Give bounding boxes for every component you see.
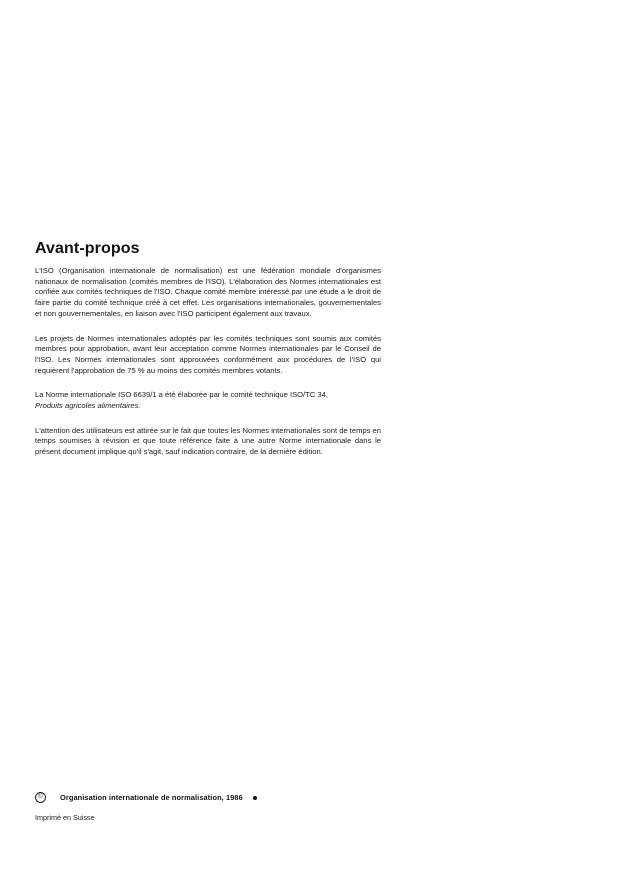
standard-origin-text: La Norme internationale ISO 6639/1 a été élaborée par le comité technique ISO/TC 34, [35, 390, 328, 400]
copyright-icon: © [35, 792, 46, 803]
paragraph-draft-approval: Les projets de Normes internationales adoptés par les comités techniques sont soumis aux comités membres pour approbation, avant leur acceptation comme Normes internationales par le Conseil de l'ISO. Les Normes internationales sont approuvées conformément aux procédures de l'ISO qui requièrent l'approbation de 75 % au moins des comités membres votants. [35, 333, 381, 375]
paragraph-iso-description: L'ISO (Organisation internationale de normalisation) est une fédération mondiale d'organismes nationaux de normalisation (comités membres de l'ISO). L'élaboration des Normes internationales est confiée aux comités techniques de l'ISO. Chaque comité membre intéressé par une étude a le droit de faire partie du comité technique créé à cet effet. Les organisations internationales, gouvernementales et non gouvernementales, en liaison avec l'ISO participent également aux travaux. [35, 266, 381, 318]
page-title: Avant-propos [35, 240, 140, 257]
committee-title: Produits agricoles alimentaires. [35, 401, 141, 411]
document-body [35, 266, 381, 472]
copyright-footer [35, 792, 257, 803]
printed-location: Imprimé en Suisse [35, 813, 95, 822]
paragraph-revision-notice: L'attention des utilisateurs est attirée sur le fait que toutes les Normes internationales sont de temps en temps soumises à révision et que toute référence faite à une autre Norme internationale dans le présent document implique qu'il s'agit, sauf indication contraire, de la dernière édition. [35, 425, 381, 457]
paragraph-standard-origin [35, 390, 381, 411]
copyright-organization: Organisation internationale de normalisation, 1986 [60, 793, 243, 802]
bullet-icon [253, 796, 257, 800]
